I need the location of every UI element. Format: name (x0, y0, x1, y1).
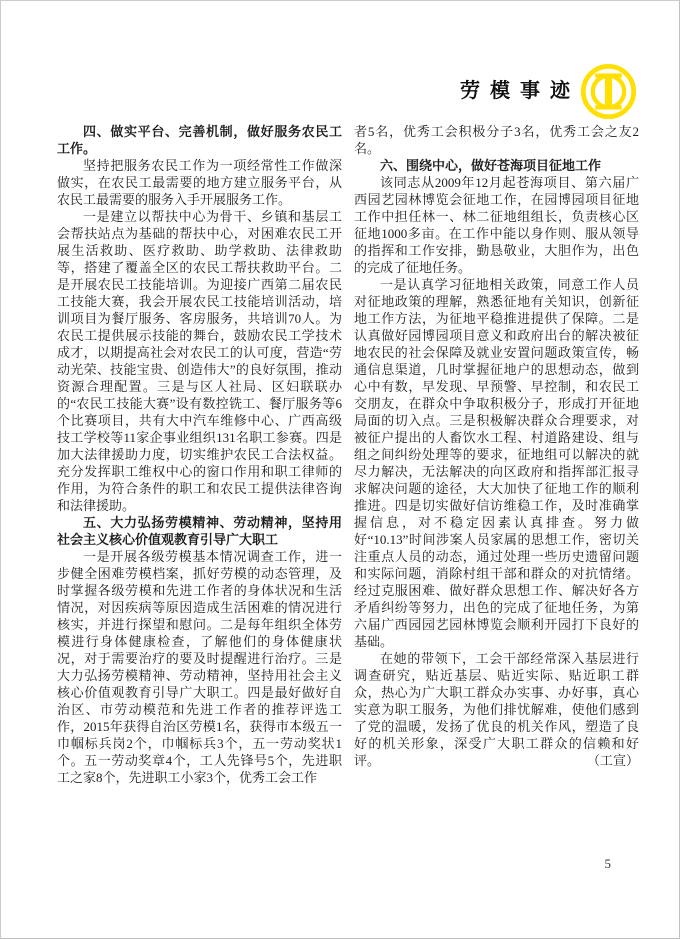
trade-union-emblem-icon (580, 63, 637, 120)
paragraph: 该同志从2009年12月起苍海项目、第六届广西园艺园林博览会征地工作，在园博园项目征地工作中担任林一、林二征地组组长，负责核心区征地1000多亩。在工作中能以身作则、服从领导的指挥和工作安排，勤恳敬业，大胆作为，出色的完成了征地任务。 (354, 175, 639, 275)
page-header (1, 59, 679, 123)
closing-paragraph-text: 在她的带领下，工会干部经常深入基层进行调查研究，贴近基层、贴近实际、贴近职工群众，热心为广大职工群众办实事、办好事，真心实意为职工服务，为他们排忧解难，使他们感到了党的温暖，发扬了优良的机关作风，塑造了良好的机关形象，深受广大职工群众的信赖和好评。 (354, 651, 639, 768)
byline-signature: （工宣） (586, 753, 639, 768)
masthead-title: 劳模事迹 (460, 80, 580, 102)
section-heading-6: 六、围绕中心，做好苍海项目征地工作 (380, 158, 602, 173)
article-body (1, 123, 679, 786)
paragraph: 一是建立以帮扶中心为骨干、乡镇和基层工会帮扶站点为基础的帮扶中心，对困难农民工开展生活救助、医疗救助、助学救助、法律救助等，搭建了覆盖全区的农民工帮扶救助平台。二是开展农民工技能培训。为迎接广西第二届农民工技能大赛，我会开展农民工技能培训活动，培训项目为餐厅服务、客房服务，共培训70人。为农民工提供展示技能的舞台，鼓励农民工学技术成才，以期提高社会对农民工的认可度，营造“劳动光荣、技能宝贵、创造伟大”的良好氛围，推动资源合理配置。三是与区人社局、区妇联联办的“农民工技能大赛”设有数控铣工、餐厅服务等6个比赛项目，共有大中汽车维修中心、广西高级技工学校等11家企事业组织131名职工参赛。四是加大法律援助力度，切实维护农民工合法权益。充分发挥职工维权中心的窗口作用和职工律师的作用，为符合条件的职工和农民工提供法律咨询和法律援助。 (57, 209, 342, 513)
paragraph: 一是认真学习征地相关政策，同意工作人员对征地政策的理解，熟悉征地有关知识，创新征地工作方法，为征地平稳推进提供了保障。二是认真做好园博园项目意义和政府出台的解决被征地农民的社会保障及就业安置问题政策宣传，畅通信息渠道，几时掌握征地户的思想动态，做到心中有数，早发现、早预警、早控制，和农民工交朋友，在群众中争取积极分子，形成打开征地局面的切入点。三是积极解决群众合理要求，对被征户提出的人畜饮水工程、村道路建设、组与组之间纠纷处理等的要求，征地组可以解决的就尽力解决，无法解决的向区政府和指挥部汇报寻求解决问题的途径，大大加快了征地工作的顺利推进。四是切实做好信访维稳工作，及时准确掌握信息，对不稳定因素认真排查。努力做好“10.13”时间涉案人员家属的思想工作，密切关注重点人员的动态，通过处理一些历史遗留问题和实际问题，消除村组干部和群众的对抗情绪。经过克服困难、做好群众思想工作、解决好各方矛盾纠纷等努力，出色的完成了征地任务，为第六届广西园园艺园林博览会顺利开园打下良好的基础。 (354, 277, 639, 649)
right-column (354, 123, 639, 786)
section-heading-4: 四、做实平台、完善机制，做好服务农民工工作。 (57, 124, 342, 156)
page-number: 5 (604, 856, 611, 871)
section-heading-5: 五、大力弘扬劳模精神、劳动精神，坚持用社会主义核心价值观教育引导广大职工 (57, 515, 342, 547)
left-column (57, 123, 342, 786)
paragraph: 一是开展各级劳模基本情况调查工作，进一步健全困难劳模档案，抓好劳模的动态管理，及时掌握各级劳模和先进工作者的身体状况和生活情况，对因疾病等原因造成生活困难的情况进行核实，并进行探望和慰问。二是每年组织全体劳模进行身体健康检查，了解他们的身体健康状况，对于需要治疗的要及时提醒进行治疗。三是大力弘扬劳模精神、劳动精神，坚持用社会主义核心价值观教育引导广大职工。四是最好做好自治区、市劳动模范和先进工作者的推荐评选工作，2015年获得自治区劳模1名，获得市本级五一巾帼标兵岗2个，巾帼标兵3个，五一劳动奖状1个。五一劳动奖章4个，工人先锋号5个，先进职工之家8个，先进职工小家3个，优秀工会工作 (57, 549, 342, 785)
paragraph: 坚持把服务农民工作为一项经常性工作做深做实，在农民工最需要的地方建立服务平台，从农民工最需要的服务入手开展服务工作。 (57, 158, 342, 207)
closing-paragraph (354, 650, 639, 769)
paragraph-continuation: 者5名，优秀工会积极分子3名，优秀工会之友2名。 (354, 124, 639, 156)
